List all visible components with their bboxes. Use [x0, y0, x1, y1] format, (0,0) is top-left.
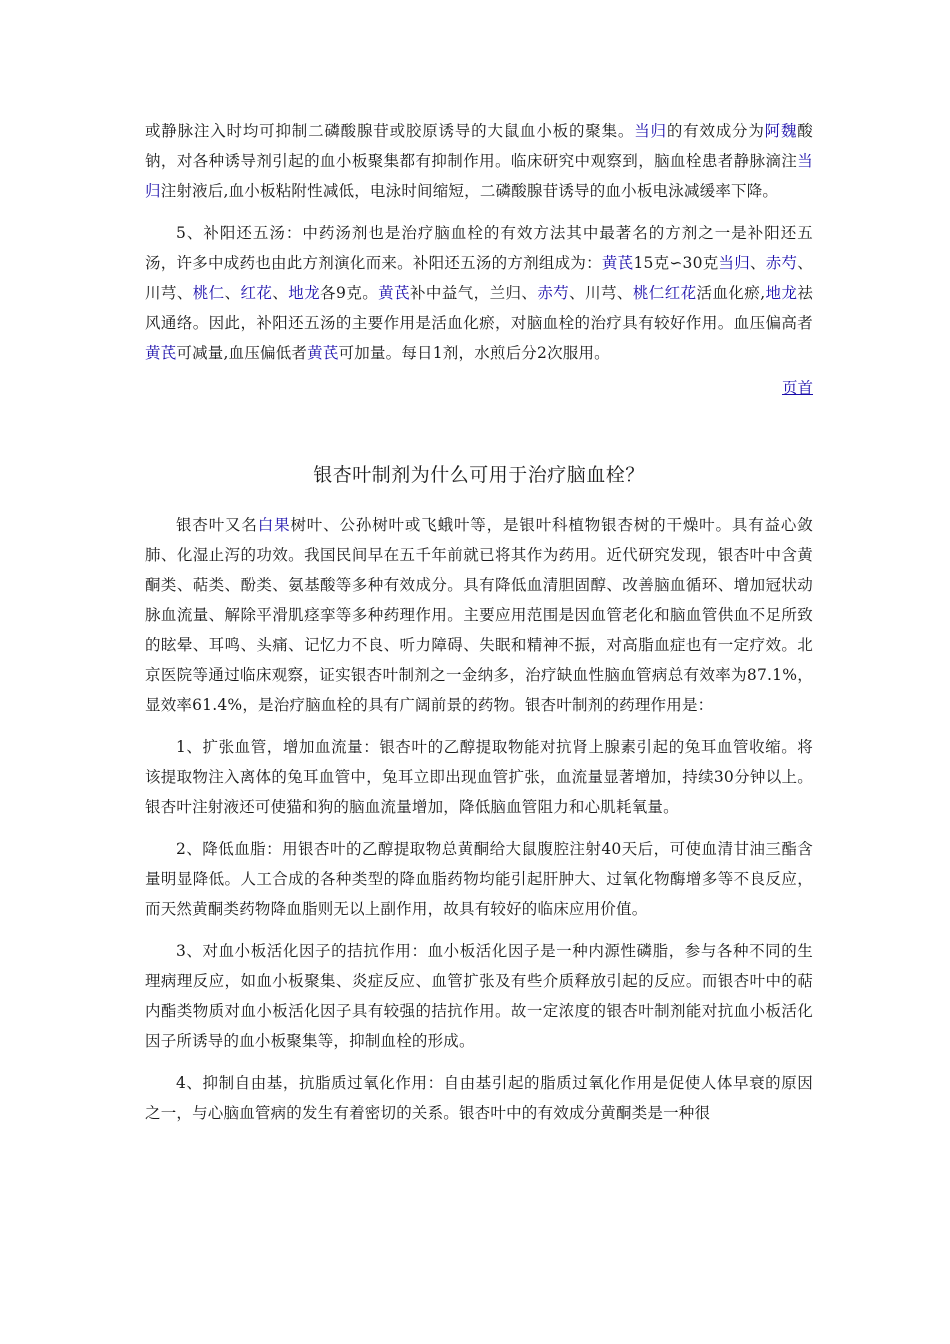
link-chishao[interactable]: 赤芍 — [765, 254, 798, 272]
text-run: 活血化瘀, — [696, 284, 766, 302]
link-baiguo[interactable]: 白果 — [257, 516, 291, 534]
section-title: 银杏叶制剂为什么可用于治疗脑血栓？ — [313, 464, 645, 486]
link-huangqi[interactable]: 黄芪 — [601, 254, 634, 272]
text-run: 15克∽30克 — [633, 254, 719, 272]
text-run: 、 — [272, 284, 289, 302]
text-run: 各9克。 — [320, 284, 379, 302]
link-huangqi[interactable]: 黄芪 — [145, 344, 177, 362]
link-huangqi[interactable]: 黄芪 — [307, 344, 339, 362]
link-huangqi[interactable]: 黄芪 — [378, 284, 410, 302]
link-taoren[interactable]: 桃仁 — [632, 284, 665, 302]
paragraph-item-1: 1、扩张血管，增加血流量：银杏叶的乙醇提取物能对抗肾上腺素引起的兔耳血管收缩。将该提取物注入离体的兔耳血管中，兔耳立即出现血管扩张，血流量显著增加，持续30分钟以上。银杏叶注射液还可使猫和狗的脑血流量增加，降低脑血管阻力和心肌耗氧量。 — [145, 738, 813, 816]
link-dilong[interactable]: 地龙 — [288, 284, 321, 302]
link-danggui[interactable]: 当归 — [634, 122, 667, 140]
paragraph-item-4: 4、抑制自由基，抗脂质过氧化作用：自由基引起的脂质过氧化作用是促使人体早衰的原因之一，与心脑血管病的发生有着密切的关系。银杏叶中的有效成分黄酮类是一种很 — [145, 1074, 813, 1122]
back-to-top-container — [145, 376, 813, 416]
paragraph-antiplatelet-continued — [145, 116, 813, 206]
text-run: 的有效成分为 — [666, 122, 765, 140]
paragraph-item-2: 2、降低血脂：用银杏叶的乙醇提取物总黄酮给大鼠腹腔注射40天后，可使血清甘油三酯含量明显降低。人工合成的各种类型的降血脂药物均能引起肝肿大、过氧化物酶增多等不良反应，而天然黄酮类药物降血脂则无以上副作用，故具有较好的临床应用价值。 — [145, 840, 813, 918]
text-run: 树叶、公孙树叶或飞蛾叶等，是银叶科植物银杏树的干燥叶。具有益心敛肺、化湿止泻的功效。我国民间早在五千年前就已将其作为药用。近代研究发现，银杏叶中含黄酮类、萜类、酚类、氨基酸等多种有效成分。具有降低血清胆固醇、改善脑血循环、增加冠状动脉血流量、解除平滑肌痉挛等多种药理作用。主要应用范围是因血管老化和脑血管供血不足所致的眩晕、耳鸣、头痛、记忆力不良、听力障碍、失眠和精神不振，对高脂血症也有一定疗效。北京医院等通过临床观察，证实银杏叶制剂之一金纳多，治疗缺血性脑血管病总有效率为87.1%，显效率61.4%，是治疗脑血栓的具有广阔前景的药物。银杏叶制剂的药理作用是： — [145, 516, 813, 714]
text-run: 补中益气，兰归、 — [410, 284, 538, 302]
link-honghua[interactable]: 红花 — [240, 284, 273, 302]
link-danggui[interactable]: 当归 — [145, 152, 813, 200]
text-run: 、 — [750, 254, 766, 272]
back-to-top-link[interactable]: 页首 — [781, 379, 813, 397]
text-run: 银杏叶又名 — [176, 516, 258, 534]
text-run: 、川芎、 — [145, 254, 813, 302]
text-run: 或静脉注入时均可抑制二磷酸腺苷或胶原诱导的大鼠血小板的聚集。 — [145, 122, 635, 140]
link-awei[interactable]: 阿魏 — [764, 122, 798, 140]
text-run: 可加量。每日1剂，水煎后分2次服用。 — [338, 344, 610, 362]
text-run: 5、补阳还五汤：中药汤剂也是治疗脑血栓的有效方法其中最著名的方剂之一是补阳还五汤，许多中成药也由此方剂演化而来。补阳还五汤的方剂组成为： — [145, 224, 813, 272]
text-run: 、川芎、 — [569, 284, 633, 302]
text-run: 、 — [224, 284, 241, 302]
text-run: 可减量,血压偏低者 — [176, 344, 308, 362]
link-danggui[interactable]: 当归 — [718, 254, 751, 272]
link-honghua[interactable]: 红花 — [664, 284, 697, 302]
text-run: 酸钠，对各种诱导剂引起的血小板聚集都有抑制作用。临床研究中观察到，脑血栓患者静脉滴注 — [145, 122, 813, 170]
link-taoren[interactable]: 桃仁 — [192, 284, 225, 302]
paragraph-item-3: 3、对血小板活化因子的拮抗作用：血小板活化因子是一种内源性磷脂，参与各种不同的生理病理反应，如血小板聚集、炎症反应、血管扩张及有些介质释放引起的反应。而银杏叶中的萜内酯类物质对血小板活化因子具有较强的拮抗作用。故一定浓度的银杏叶制剂能对抗血小板活化因子所诱导的血小板聚集等，抑制血栓的形成。 — [145, 942, 813, 1050]
text-run: 注射液后,血小板粘附性减低，电泳时间缩短，二磷酸腺苷诱导的血小板电泳减缓率下降。 — [160, 182, 779, 200]
paragraph-buyang-huanwu-tang — [145, 218, 813, 368]
text-run: 祛风通络。因此，补阳还五汤的主要作用是活血化瘀，对脑血栓的治疗具有较好作用。血压偏高者 — [145, 284, 814, 332]
link-chishao[interactable]: 赤芍 — [537, 284, 570, 302]
paragraph-ginkgo-intro — [145, 510, 813, 720]
link-dilong[interactable]: 地龙 — [765, 284, 798, 302]
document-page — [145, 116, 813, 1140]
